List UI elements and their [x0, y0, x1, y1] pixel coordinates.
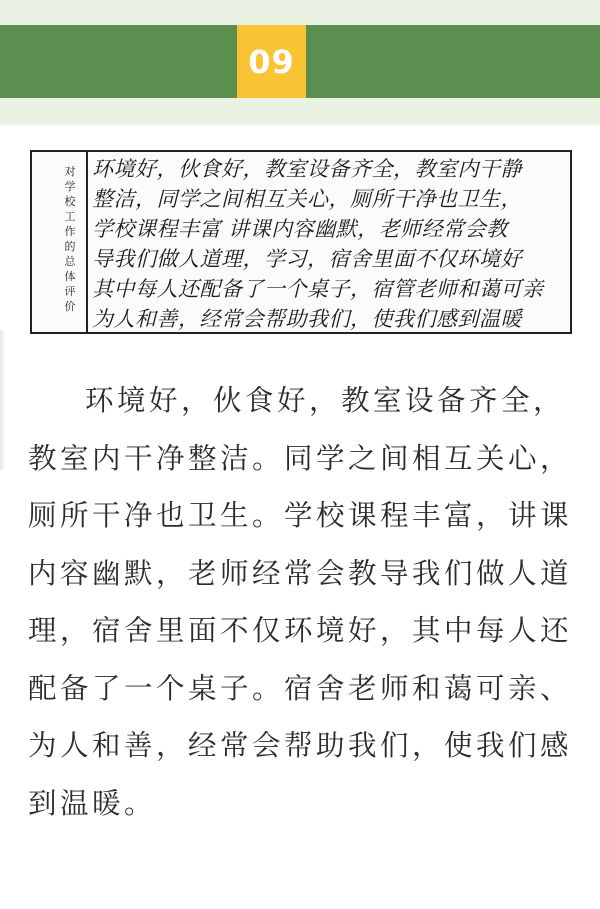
scan-line: 为人和善，经常会帮助我们，使我们感到温暖: [92, 307, 522, 331]
scan-border-right: [570, 152, 572, 332]
scan-border-left: [30, 152, 32, 332]
scan-label: 对学校工作的总体评价: [64, 165, 76, 313]
scan-line: 整洁，同学之间相互关心，厕所干净也卫生，: [92, 187, 522, 211]
handwritten-evaluation-scan: [30, 150, 572, 334]
scan-line: 其中每人还配备了一个桌子，宿管老师和蔼可亲: [92, 277, 544, 301]
scan-line: 导我们做人道理，学习，宿舍里面不仅环境好: [92, 247, 522, 271]
article-paragraph: 环境好，伙食好，教室设备齐全，教室内干净整洁。同学之间相互关心，厕所干净也卫生。学校课程丰富，讲课内容幽默，老师经常会教导我们做人道理，宿舍里面不仅环境好，其中每人还配备了一个桌子。宿舍老师和蔼可亲、为人和善，经常会帮助我们，使我们感到温暖。: [28, 384, 573, 820]
edge-shadow: [0, 330, 6, 470]
scan-handwriting: [92, 152, 568, 334]
scan-divider: [86, 152, 88, 332]
scan-line: 环境好，伙食好，教室设备齐全，教室内干静: [92, 157, 522, 181]
section-number-badge: 09: [237, 25, 306, 98]
scan-line: 学校课程丰富 讲课内容幽默，老师经常会教: [92, 217, 508, 241]
